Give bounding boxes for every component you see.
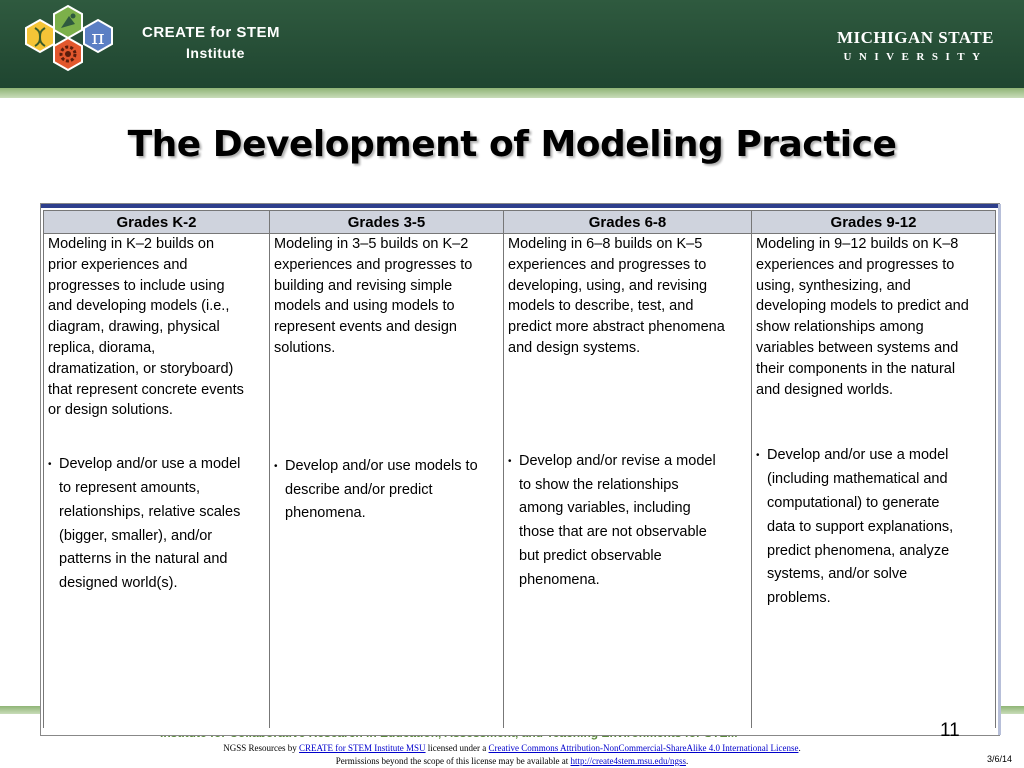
description-line: diagram, drawing, physical	[48, 319, 220, 336]
slide-date: 3/6/14	[986, 754, 1012, 764]
description-line: progresses to include using	[48, 277, 225, 294]
bullet-line: (bigger, smaller), and/or	[59, 527, 213, 544]
grade-description	[274, 234, 499, 359]
bullet-text	[767, 444, 953, 611]
grades-table	[43, 210, 996, 728]
bullet-line: phenomena.	[285, 505, 366, 522]
description-line: models and using models to	[274, 298, 455, 315]
description-line: using, synthesizing, and	[756, 277, 911, 294]
bullet-line: designed world(s).	[59, 575, 178, 592]
bullet-item	[274, 455, 499, 526]
bullet-line: patterns in the natural and	[59, 551, 228, 568]
grade-description	[48, 234, 265, 421]
bullet-icon: •	[274, 460, 278, 472]
cc-license-link[interactable]: Creative Commons Attribution-NonCommercial-ShareAlike 4.0 International License	[488, 743, 799, 753]
description-line: and designed worlds.	[756, 381, 894, 398]
description-line: developing models to predict and	[756, 298, 969, 315]
bullet-icon: •	[756, 450, 760, 462]
dna-icon	[26, 20, 54, 52]
description-line: experiences and progresses to	[274, 256, 473, 273]
description-line: that represent concrete events	[48, 381, 244, 398]
description-line: experiences and progresses to	[508, 256, 707, 273]
bullet-line: those that are not observable	[519, 524, 707, 541]
bullet-line: data to support explanations,	[767, 518, 954, 535]
table-top-bar	[41, 204, 999, 208]
description-line: prior experiences and	[48, 256, 188, 273]
header-grades-9-12: Grades 9-12	[752, 211, 996, 234]
header-grades-6-8: Grades 6-8	[504, 211, 752, 234]
description-line: dramatization, or storyboard)	[48, 360, 234, 377]
bullet-text	[519, 450, 716, 593]
bullet-line: predict phenomena, analyze	[767, 542, 950, 559]
header-grades-k2: Grades K-2	[44, 211, 270, 234]
pi-icon	[84, 20, 112, 52]
header-bar	[0, 0, 1024, 88]
grade-description	[756, 234, 991, 400]
bullet-line: to represent amounts,	[59, 479, 201, 496]
bullet-item	[756, 444, 991, 611]
bullet-line: (including mathematical and	[767, 471, 948, 488]
description-line: replica, diorama,	[48, 339, 156, 356]
create-logo	[14, 4, 132, 84]
credit-prefix: NGSS Resources by	[223, 743, 300, 753]
bullet-line: describe and/or predict	[285, 481, 433, 498]
bullet-line: phenomena.	[519, 571, 600, 588]
bullet-line: among variables, including	[519, 500, 691, 517]
cell-grades-6-8	[504, 234, 752, 729]
description-line: Modeling in 9–12 builds on K–8	[756, 236, 959, 252]
university-line1: MICHIGAN STATE	[836, 28, 994, 47]
page-number: 11	[940, 720, 960, 741]
cell-grades-k2	[44, 234, 270, 729]
university-line2: UNIVERSITY	[843, 51, 988, 63]
bullet-icon: •	[48, 459, 52, 471]
bullet-line: but predict observable	[519, 547, 662, 564]
bullet-text	[285, 455, 478, 526]
header-divider	[0, 88, 1024, 98]
bullet-line: Develop and/or revise a model	[519, 452, 716, 469]
description-line: Modeling in 6–8 builds on K–5	[508, 236, 703, 252]
slide-title: The Development of Modeling Practice	[127, 124, 897, 165]
description-line: Modeling in K–2 builds on	[48, 236, 215, 252]
brand-line1: CREATE for STEM	[142, 24, 281, 41]
description-line: and design systems.	[508, 339, 641, 356]
ngss-site-link[interactable]: http://create4stem.msu.edu/ngss	[570, 756, 686, 766]
bullet-line: computational) to generate	[767, 494, 940, 511]
header-grades-3-5: Grades 3-5	[270, 211, 504, 234]
description-line: solutions.	[274, 339, 336, 356]
gear-icon	[54, 38, 82, 70]
bullet-line: problems.	[767, 590, 831, 607]
permission-line	[0, 755, 1024, 768]
svg-text:π: π	[91, 25, 105, 49]
description-line: developing, using, and revising	[508, 277, 708, 294]
bullet-line: relationships, relative scales	[59, 503, 241, 520]
cell-grades-9-12	[752, 234, 996, 729]
license-credits	[0, 742, 1024, 768]
description-line: their components in the natural	[756, 360, 956, 377]
create-stem-link[interactable]: CREATE for STEM Institute MSU	[299, 743, 426, 753]
grade-description	[508, 234, 747, 359]
description-line: models to describe, test, and	[508, 298, 694, 315]
satellite-dish-icon	[54, 6, 82, 38]
permission-prefix: Permissions beyond the scope of this license may be available at	[335, 756, 571, 766]
bullet-line: Develop and/or use models to	[285, 457, 478, 474]
description-line: Modeling in 3–5 builds on K–2	[274, 236, 469, 252]
description-line: show relationships among	[756, 319, 924, 336]
description-line: experiences and progresses to	[756, 256, 955, 273]
credit-end: .	[798, 743, 801, 753]
table-row	[44, 234, 996, 729]
description-line: predict more abstract phenomena	[508, 319, 725, 336]
bullet-item	[48, 453, 265, 596]
bullet-text	[59, 453, 240, 596]
description-line: or design solutions.	[48, 402, 173, 419]
table-header-row	[44, 211, 996, 234]
bullet-item	[508, 450, 747, 593]
bullet-line: Develop and/or use a model	[767, 447, 949, 464]
credit-mid: licensed under a	[425, 743, 489, 753]
description-line: represent events and design	[274, 319, 457, 336]
bullet-icon: •	[508, 455, 512, 467]
cell-grades-3-5	[270, 234, 504, 729]
grades-table-image	[40, 203, 1000, 736]
description-line: and developing models (i.e.,	[48, 298, 230, 315]
bullet-line: Develop and/or use a model	[59, 456, 241, 473]
university-logo	[837, 28, 994, 63]
brand-name	[142, 24, 280, 61]
table-right-bar	[998, 204, 1001, 735]
credit-line	[0, 742, 1024, 755]
bullet-line: systems, and/or solve	[767, 566, 908, 583]
permission-end: .	[685, 756, 689, 766]
description-line: building and revising simple	[274, 277, 453, 294]
brand-line2: Institute	[186, 45, 245, 61]
bullet-line: to show the relationships	[519, 476, 679, 493]
description-line: variables between systems and	[756, 339, 959, 356]
